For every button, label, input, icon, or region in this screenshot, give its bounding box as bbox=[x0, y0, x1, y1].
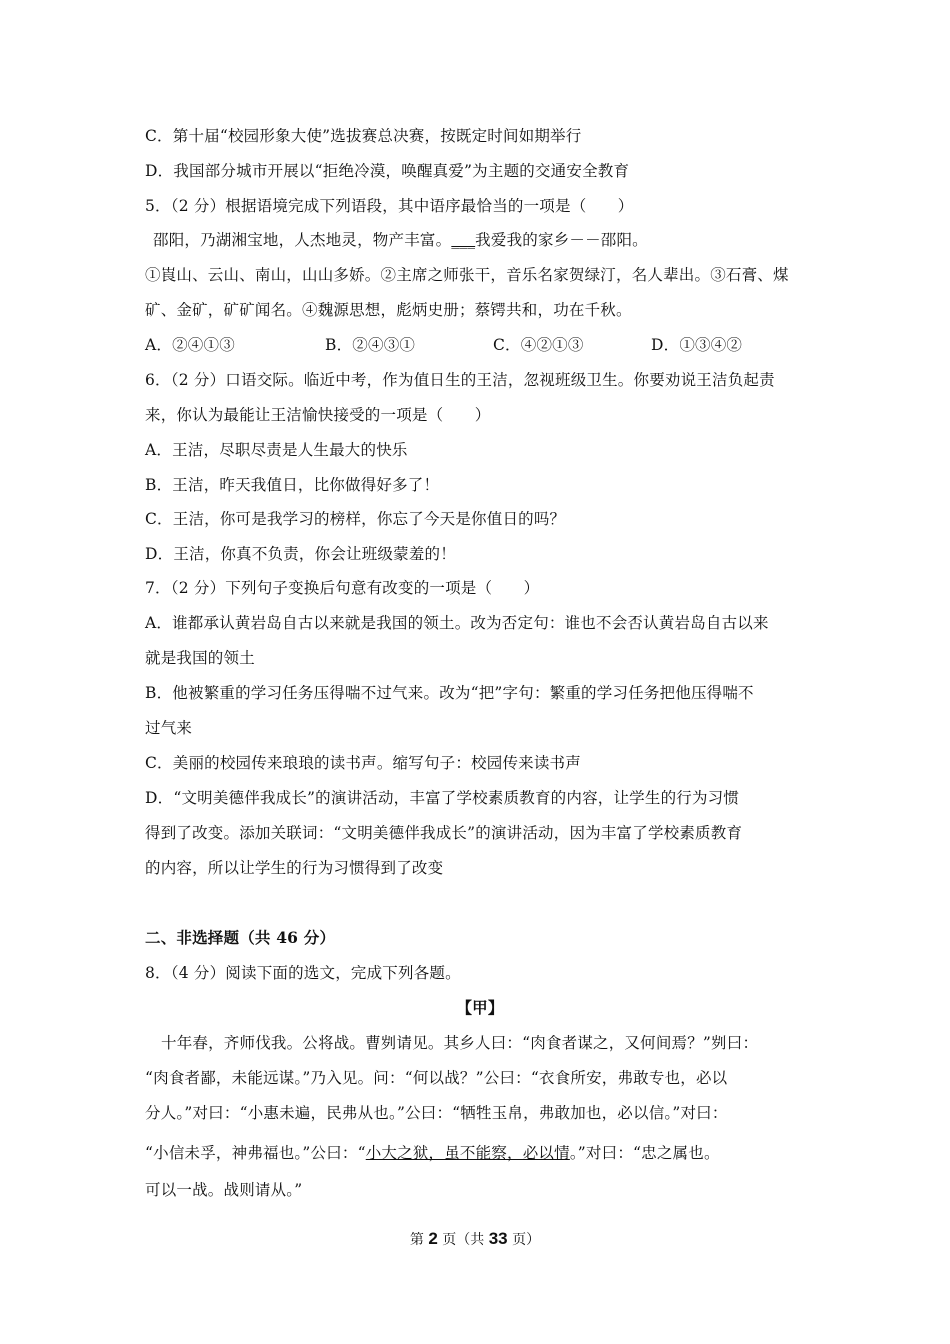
q5-option-d: D．①③④② bbox=[651, 336, 743, 354]
q7-option-b-line-1: B．他被繁重的学习任务压得喘不过气来。改为“把”字句：繁重的学习任务把他压得喘不 bbox=[145, 684, 754, 702]
q5-body-line-2: 矿、金矿，矿矿闻名。④魏源思想，彪炳史册；蔡锷共和，功在千秋。 bbox=[145, 301, 632, 319]
footer-page-number: 2 bbox=[428, 1229, 438, 1248]
q6-option-d: D．王洁，你真不负责，你会让班级蒙羞的！ bbox=[145, 545, 456, 563]
passage-line-2: “肉食者鄙，未能远谋。”乃入见。问：“何以战？”公曰：“衣食所安，弗敢专也，必以 bbox=[145, 1069, 728, 1087]
q5-stem: 5．（2 分）根据语境完成下列语段，其中语序最恰当的一项是（ ） bbox=[145, 197, 634, 215]
q6-stem-line-1: 6．（2 分）口语交际。临近中考，作为值日生的王洁，忽视班级卫生。你要劝说王洁负起责 bbox=[145, 371, 775, 389]
q7-option-a-line-1: A．谁都承认黄岩岛自古以来就是我国的领土。改为否定句：谁也不会否认黄岩岛自古以来 bbox=[145, 614, 769, 632]
q4-option-c: C．第十届“校园形象大使”选拔赛总决赛，按既定时间如期举行 bbox=[145, 127, 582, 145]
q6-option-b: B．王洁，昨天我值日，比你做得好多了！ bbox=[145, 476, 440, 494]
q5-option-a: A．②④①③ bbox=[145, 336, 235, 354]
passage-label: 【甲】 bbox=[456, 998, 504, 1017]
q5-option-c: C．④②①③ bbox=[493, 336, 584, 354]
q7-option-d-line-1: D．“文明美德伴我成长”的演讲活动，丰富了学校素质教育的内容，让学生的行为习惯 bbox=[145, 789, 740, 807]
passage-line-4-post: 。”对曰：“忠之属也。 bbox=[569, 1144, 720, 1162]
passage-line-4-pre: “小信未孚，神弗福也。”公曰：“ bbox=[145, 1144, 366, 1162]
page-footer bbox=[0, 1229, 950, 1250]
passage-line-1: 十年春，齐师伐我。公将战。曹刿请见。其乡人曰：“肉食者谋之，又何间焉？”刿曰： bbox=[161, 1034, 759, 1052]
q7-option-b-line-2: 过气来 bbox=[145, 719, 193, 737]
q6-stem-line-2: 来，你认为最能让王洁愉快接受的一项是（ ） bbox=[145, 406, 491, 424]
footer-prefix: 第 bbox=[409, 1232, 424, 1248]
passage-line-3: 分人。”对曰：“小惠未遍，民弗从也。”公曰：“牺牲玉帛，弗敢加也，必以信。”对曰： bbox=[145, 1104, 728, 1122]
q5-context bbox=[153, 230, 823, 250]
q4-option-d: D．我国部分城市开展以“拒绝冷漠，唤醒真爱”为主题的交通安全教育 bbox=[145, 162, 630, 180]
q5-context-blank: ___ bbox=[451, 231, 476, 249]
q5-body-line-1: ①崀山、云山、南山，山山多娇。②主席之师张干，音乐名家贺绿汀，名人辈出。③石膏、煤 bbox=[145, 266, 789, 284]
q5-options bbox=[145, 335, 815, 355]
section-heading: 二、非选择题（共 46 分） bbox=[145, 928, 336, 947]
q8-stem: 8．（4 分）阅读下面的选文，完成下列各题。 bbox=[145, 964, 461, 982]
q7-stem: 7．（2 分）下列句子变换后句意有改变的一项是（ ） bbox=[145, 579, 540, 597]
q7-option-a-line-2: 就是我国的领土 bbox=[145, 649, 255, 667]
q7-option-d-line-3: 的内容，所以让学生的行为习惯得到了改变 bbox=[145, 859, 444, 877]
q5-context-post: 我爱我的家乡－－邵阳。 bbox=[475, 231, 648, 249]
q7-option-c: C．美丽的校园传来琅琅的读书声。缩写句子：校园传来读书声 bbox=[145, 754, 581, 772]
passage-line-5: 可以一战。战则请从。” bbox=[145, 1181, 303, 1199]
q5-context-pre: 邵阳，乃湖湘宝地，人杰地灵，物产丰富。 bbox=[153, 231, 452, 249]
q6-option-c: C．王洁，你可是我学习的榜样，你忘了今天是你值日的吗？ bbox=[145, 510, 566, 528]
passage-line-4 bbox=[145, 1143, 815, 1163]
q5-option-b: B．②④③① bbox=[325, 336, 416, 354]
footer-total-pages: 33 bbox=[488, 1229, 508, 1248]
footer-suffix: 页） bbox=[512, 1232, 541, 1248]
q6-option-a: A．王洁，尽职尽责是人生最大的快乐 bbox=[145, 441, 408, 459]
q7-option-d-line-2: 得到了改变。添加关联词：“文明美德伴我成长”的演讲活动，因为丰富了学校素质教育 bbox=[145, 824, 743, 842]
footer-mid: 页（共 bbox=[442, 1232, 485, 1248]
underlined-sentence: 小大之狱，虽不能察，必以情 bbox=[365, 1144, 570, 1162]
